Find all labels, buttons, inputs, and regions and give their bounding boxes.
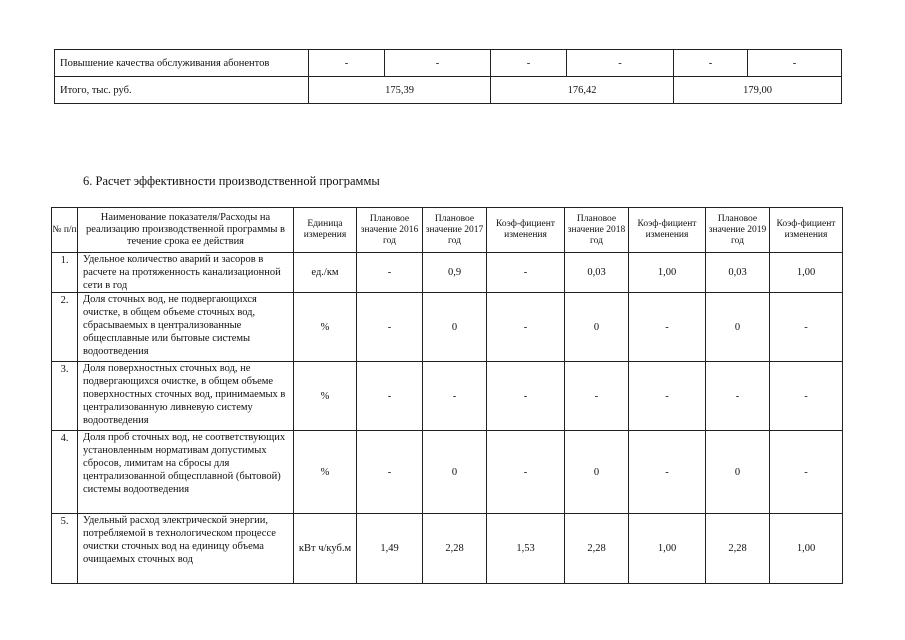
value-cell: -: [423, 362, 487, 431]
value-cell: -: [357, 253, 423, 293]
header-plan-2016: Плановое значение 2016 год: [357, 208, 423, 253]
table-row: [52, 514, 843, 584]
table-row: [55, 50, 842, 77]
value-cell: -: [487, 293, 565, 362]
indicator-name: Доля поверхностных сточных вод, не подвергающихся очистке, в общем объеме поверхностных сточных вод, принимаемых в централизованную ливневую систему водоотведения: [78, 362, 294, 431]
table-cell: -: [748, 50, 842, 77]
value-cell: -: [706, 362, 770, 431]
value-cell: -: [487, 362, 565, 431]
total-value: 176,42: [491, 77, 674, 104]
unit-cell: %: [294, 293, 357, 362]
indicator-name: Доля сточных вод, не подвергающихся очистке, в общем объеме сточных вод, сбрасываемых в централизованные общесплавные или бытовые системы водоотведения: [78, 293, 294, 362]
value-cell: 0: [565, 293, 629, 362]
value-cell: 2,28: [423, 514, 487, 584]
indicator-name: Удельное количество аварий и засоров в расчете на протяженность канализационной сети в год: [78, 253, 294, 293]
table-cell: -: [674, 50, 748, 77]
value-cell: 0,03: [706, 253, 770, 293]
row-number: 3.: [52, 362, 78, 431]
value-cell: -: [487, 431, 565, 514]
value-cell: 0,03: [565, 253, 629, 293]
value-cell: -: [487, 253, 565, 293]
table-row: [52, 293, 843, 362]
table-cell: -: [491, 50, 567, 77]
header-row: [52, 208, 843, 253]
value-cell: 0: [423, 293, 487, 362]
value-cell: 0: [423, 431, 487, 514]
unit-cell: %: [294, 431, 357, 514]
total-label: Итого, тыс. руб.: [55, 77, 309, 104]
unit-cell: ед./км: [294, 253, 357, 293]
header-plan-2019: Плановое значение 2019 год: [706, 208, 770, 253]
value-cell: 1,00: [770, 514, 843, 584]
header-coef: Коэф-фициент изменения: [487, 208, 565, 253]
value-cell: 2,28: [565, 514, 629, 584]
value-cell: 0: [706, 293, 770, 362]
value-cell: -: [629, 431, 706, 514]
table-row: [55, 77, 842, 104]
table-row: [52, 253, 843, 293]
value-cell: 1,49: [357, 514, 423, 584]
value-cell: 1,00: [629, 253, 706, 293]
header-coef: Коэф-фициент изменения: [770, 208, 843, 253]
unit-cell: кВт ч/куб.м: [294, 514, 357, 584]
header-plan-2017: Плановое значение 2017 год: [423, 208, 487, 253]
row-number: 4.: [52, 431, 78, 514]
value-cell: -: [565, 362, 629, 431]
header-coef: Коэф-фициент изменения: [629, 208, 706, 253]
unit-cell: %: [294, 362, 357, 431]
value-cell: -: [357, 293, 423, 362]
value-cell: 2,28: [706, 514, 770, 584]
section-heading: 6. Расчет эффективности производственной программы: [83, 174, 380, 188]
value-cell: -: [770, 362, 843, 431]
indicator-name: Доля проб сточных вод, не соответствующих установленным нормативам допустимых сбросов, лимитам на сбросы для централизованной общесплавной (бытовой) системы водоотведения: [78, 431, 294, 514]
row-number: 5.: [52, 514, 78, 584]
value-cell: 1,53: [487, 514, 565, 584]
row-number: 1.: [52, 253, 78, 293]
value-cell: -: [770, 293, 843, 362]
value-cell: 0,9: [423, 253, 487, 293]
row-number: 2.: [52, 293, 78, 362]
table-row: [52, 431, 843, 514]
header-unit: Единица измерения: [294, 208, 357, 253]
value-cell: -: [357, 431, 423, 514]
efficiency-table: [51, 207, 843, 584]
total-value: 175,39: [309, 77, 491, 104]
indicator-name: Удельный расход электрической энергии, потребляемой в технологическом процессе очистки сточных вод на единицу объема очищаемых сточных вод: [78, 514, 294, 584]
table-cell: -: [385, 50, 491, 77]
summary-table: [54, 49, 842, 104]
value-cell: 1,00: [629, 514, 706, 584]
table-cell: -: [567, 50, 674, 77]
value-cell: -: [629, 362, 706, 431]
header-name: Наименование показателя/Расходы на реализацию производственной программы в течение срока ее действия: [78, 208, 294, 253]
total-value: 179,00: [674, 77, 842, 104]
value-cell: 0: [565, 431, 629, 514]
table-cell: -: [309, 50, 385, 77]
table-row: [52, 362, 843, 431]
value-cell: -: [357, 362, 423, 431]
header-num: № п/п: [52, 208, 78, 253]
value-cell: -: [770, 431, 843, 514]
header-plan-2018: Плановое значение 2018 год: [565, 208, 629, 253]
row-label: Повышение качества обслуживания абонентов: [55, 50, 309, 77]
value-cell: 1,00: [770, 253, 843, 293]
value-cell: 0: [706, 431, 770, 514]
value-cell: -: [629, 293, 706, 362]
